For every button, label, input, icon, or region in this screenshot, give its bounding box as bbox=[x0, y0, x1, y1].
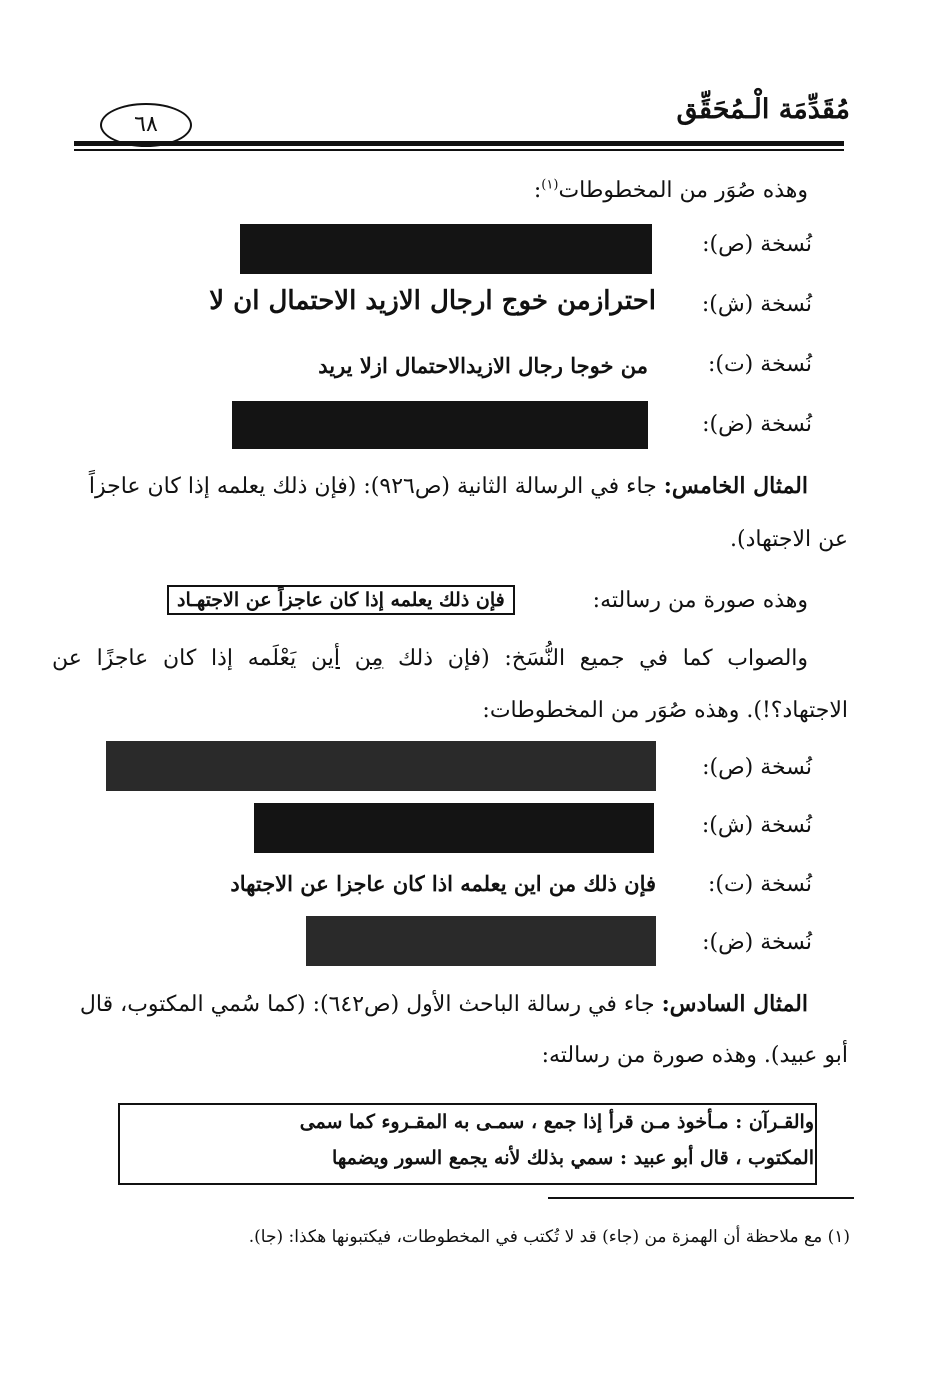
example6-heading: المثال السادس: bbox=[661, 991, 808, 1017]
thesis-quote-line2: المكتوب ، قال أبو عبيد : سمي بذلك لأنه يجمع السور ويضمها bbox=[332, 1147, 814, 1169]
manuscript-image-redacted bbox=[232, 401, 648, 449]
example5-line4: الاجتهاد؟!). وهذه صُوَر من المخطوطات: bbox=[482, 698, 848, 723]
intro-line bbox=[534, 177, 808, 206]
manuscript-image-redacted bbox=[254, 803, 654, 853]
manuscript-image-redacted bbox=[106, 741, 656, 791]
correction-text-b: يَعْلَمه إذا كان عاجزًا عن bbox=[52, 646, 297, 671]
example5-text: جاء في الرسالة الثانية (ص٩٢٦): (فإن ذلك يعلمه إذا كان عاجزاً bbox=[88, 474, 657, 499]
example5-image-caption: وهذه صورة من رسالته: bbox=[592, 588, 808, 613]
header-rule bbox=[74, 141, 844, 146]
manuscript-image-ta: فإن ذلك من اين يعلمه اذا كان عاجزا عن الاجتهاد bbox=[230, 871, 656, 896]
manuscript-image-redacted bbox=[306, 916, 656, 966]
copy-label-ta-1: نُسخة (ت): bbox=[707, 352, 812, 377]
copy-label-dad-1: نُسخة (ض): bbox=[702, 412, 812, 437]
footnote-separator bbox=[548, 1197, 854, 1199]
copy-label-sad-1: نُسخة (ص): bbox=[702, 232, 812, 257]
correction-text-a: والصواب كما في جميع النُّسَخ: (فإن ذلك bbox=[397, 646, 809, 671]
manuscript-image-shin: احترازمن خوج ارجال الازيد الاحتمال ان لا bbox=[209, 286, 656, 316]
manuscript-image-redacted bbox=[240, 224, 652, 274]
page-number: ٦٨ bbox=[100, 103, 192, 147]
example5-line1 bbox=[88, 472, 808, 502]
header-rule-thin bbox=[74, 149, 844, 151]
copy-label-shin-1: نُسخة (ش): bbox=[701, 292, 812, 317]
thesis-excerpt-box: فإن ذلك يعلمه إذا كان عاجزاً عن الاجتهـاد bbox=[167, 585, 515, 615]
intro-colon: : bbox=[533, 178, 542, 203]
correction-underlined-ayn: أين bbox=[311, 646, 340, 671]
example5-correction-line bbox=[52, 645, 808, 674]
example5-line2: عن الاجتهاد). bbox=[730, 527, 848, 552]
running-header-title: مُقَدِّمَة الْـمُحَقِّق bbox=[676, 94, 850, 125]
example6-line2: أبو عبيد). وهذه صورة من رسالته: bbox=[541, 1043, 848, 1068]
copy-label-dad-2: نُسخة (ض): bbox=[702, 930, 812, 955]
example5-heading: المثال الخامس: bbox=[663, 473, 808, 499]
footnote-ref: (١) bbox=[541, 177, 559, 193]
copy-label-ta-2: نُسخة (ت): bbox=[707, 872, 812, 897]
example6-text: جاء في رسالة الباحث الأول (ص٦٤٢): (كما سُمي المكتوب، قال bbox=[79, 992, 655, 1017]
intro-text: وهذه صُوَر من المخطوطات bbox=[558, 178, 808, 203]
example6-line1 bbox=[79, 990, 808, 1020]
copy-label-shin-2: نُسخة (ش): bbox=[701, 813, 812, 838]
manuscript-image-ta: من خوجا رجال الازيدالاحتمال ازلا يريد bbox=[318, 353, 648, 378]
copy-label-sad-2: نُسخة (ص): bbox=[702, 755, 812, 780]
footnote-text: (١) مع ملاحظة أن الهمزة من (جاء) قد لا تُكتب في المخطوطات، فيكتبونها هكذا: (جا). bbox=[248, 1227, 850, 1247]
correction-underlined-min: مِن bbox=[354, 646, 384, 671]
thesis-quote-line1: والقـرآن : مـأخوذ مـن قرأ إذا جمع ، سمـى به المقـروء كما سمى bbox=[299, 1111, 814, 1133]
